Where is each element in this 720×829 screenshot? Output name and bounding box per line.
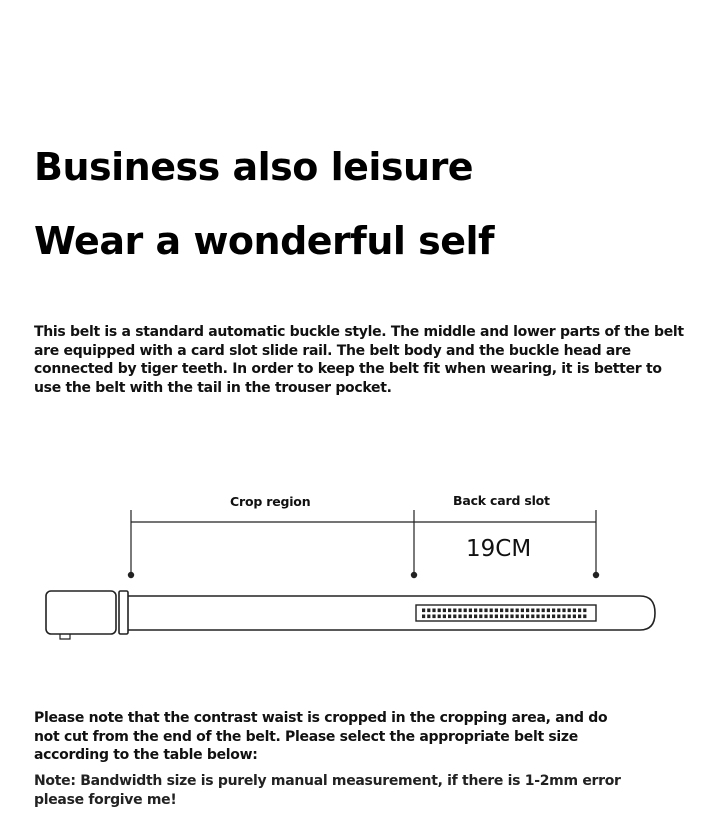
slot-tooth [552,615,555,619]
headline-line-1: Business also leisure [34,145,474,189]
slot-tooth [547,615,550,619]
slot-tooth [443,615,446,619]
slot-tooth [562,615,565,619]
slot-tooth [521,609,524,613]
slot-tooth [516,609,519,613]
slot-tooth [438,615,441,619]
headline-line-2: Wear a wonderful self [34,219,495,263]
slot-tooth [578,615,581,619]
slot-tooth [490,615,493,619]
slot-tooth [469,615,472,619]
buckle-head [46,591,116,634]
slot-tooth [438,609,441,613]
slot-tooth [448,615,451,619]
slot-tooth [510,615,513,619]
belt-strap [128,596,655,630]
slot-tooth [474,615,477,619]
slot-tooth [427,615,430,619]
slot-tooth [552,609,555,613]
slot-tooth [578,609,581,613]
slot-tooth [516,615,519,619]
slot-tooth [583,615,586,619]
slot-tooth [448,609,451,613]
marker-dot-left [128,572,133,577]
slot-tooth [432,615,435,619]
slot-tooth [536,609,539,613]
slot-tooth [479,609,482,613]
slot-tooth [464,609,467,613]
slot-tooth [583,609,586,613]
slot-tooth [458,609,461,613]
marker-dot-right [593,572,598,577]
slot-tooth [531,615,534,619]
slot-tooth [464,615,467,619]
slot-tooth [495,609,498,613]
slot-tooth [443,609,446,613]
slot-tooth [562,609,565,613]
slot-tooth [453,609,456,613]
slot-length-measurement: 19CM [466,536,532,562]
crop-region-label: Crop region [230,494,311,509]
slot-tooth [557,615,560,619]
slot-teeth [422,609,586,619]
slot-tooth [432,609,435,613]
slot-tooth [500,609,503,613]
slot-tooth [479,615,482,619]
slot-tooth [568,615,571,619]
slot-tooth [531,609,534,613]
slot-tooth [505,609,508,613]
slot-tooth [542,615,545,619]
slot-tooth [500,615,503,619]
card-slot [416,605,596,621]
back-card-slot-label: Back card slot [453,493,550,508]
slot-tooth [469,609,472,613]
slot-tooth [510,609,513,613]
slot-tooth [490,609,493,613]
slot-tooth [568,609,571,613]
slot-tooth [573,615,576,619]
slot-tooth [505,615,508,619]
slot-tooth [422,615,425,619]
slot-tooth [547,609,550,613]
slot-tooth [526,609,529,613]
slot-tooth [557,609,560,613]
slot-tooth [484,615,487,619]
slot-tooth [521,615,524,619]
size-note: Please note that the contrast waist is cropped in the cropping area, and do not cut from the end of the belt. Please select the appropriate belt size according to the table below: [34,710,608,763]
belt-description: This belt is a standard automatic buckle style. The middle and lower parts of the belt are equipped with a card slot slide rail. The belt body and the buckle head are connected by tiger teeth. In order to keep the belt fit when wearing, it is better to use the belt with the tail in the trouser pocket. [34,324,684,396]
slot-tooth [526,615,529,619]
slot-tooth [573,609,576,613]
slot-tooth [427,609,430,613]
slot-tooth [495,615,498,619]
slot-tooth [458,615,461,619]
slot-tooth [474,609,477,613]
slot-tooth [453,615,456,619]
slot-tooth [422,609,425,613]
slot-tooth [536,615,539,619]
slot-tooth [542,609,545,613]
marker-dot-middle [411,572,416,577]
error-note: Note: Bandwidth size is purely manual measurement, if there is 1-2mm error please forgive me! [34,773,621,808]
buckle-clip [119,591,128,634]
slot-tooth [484,609,487,613]
